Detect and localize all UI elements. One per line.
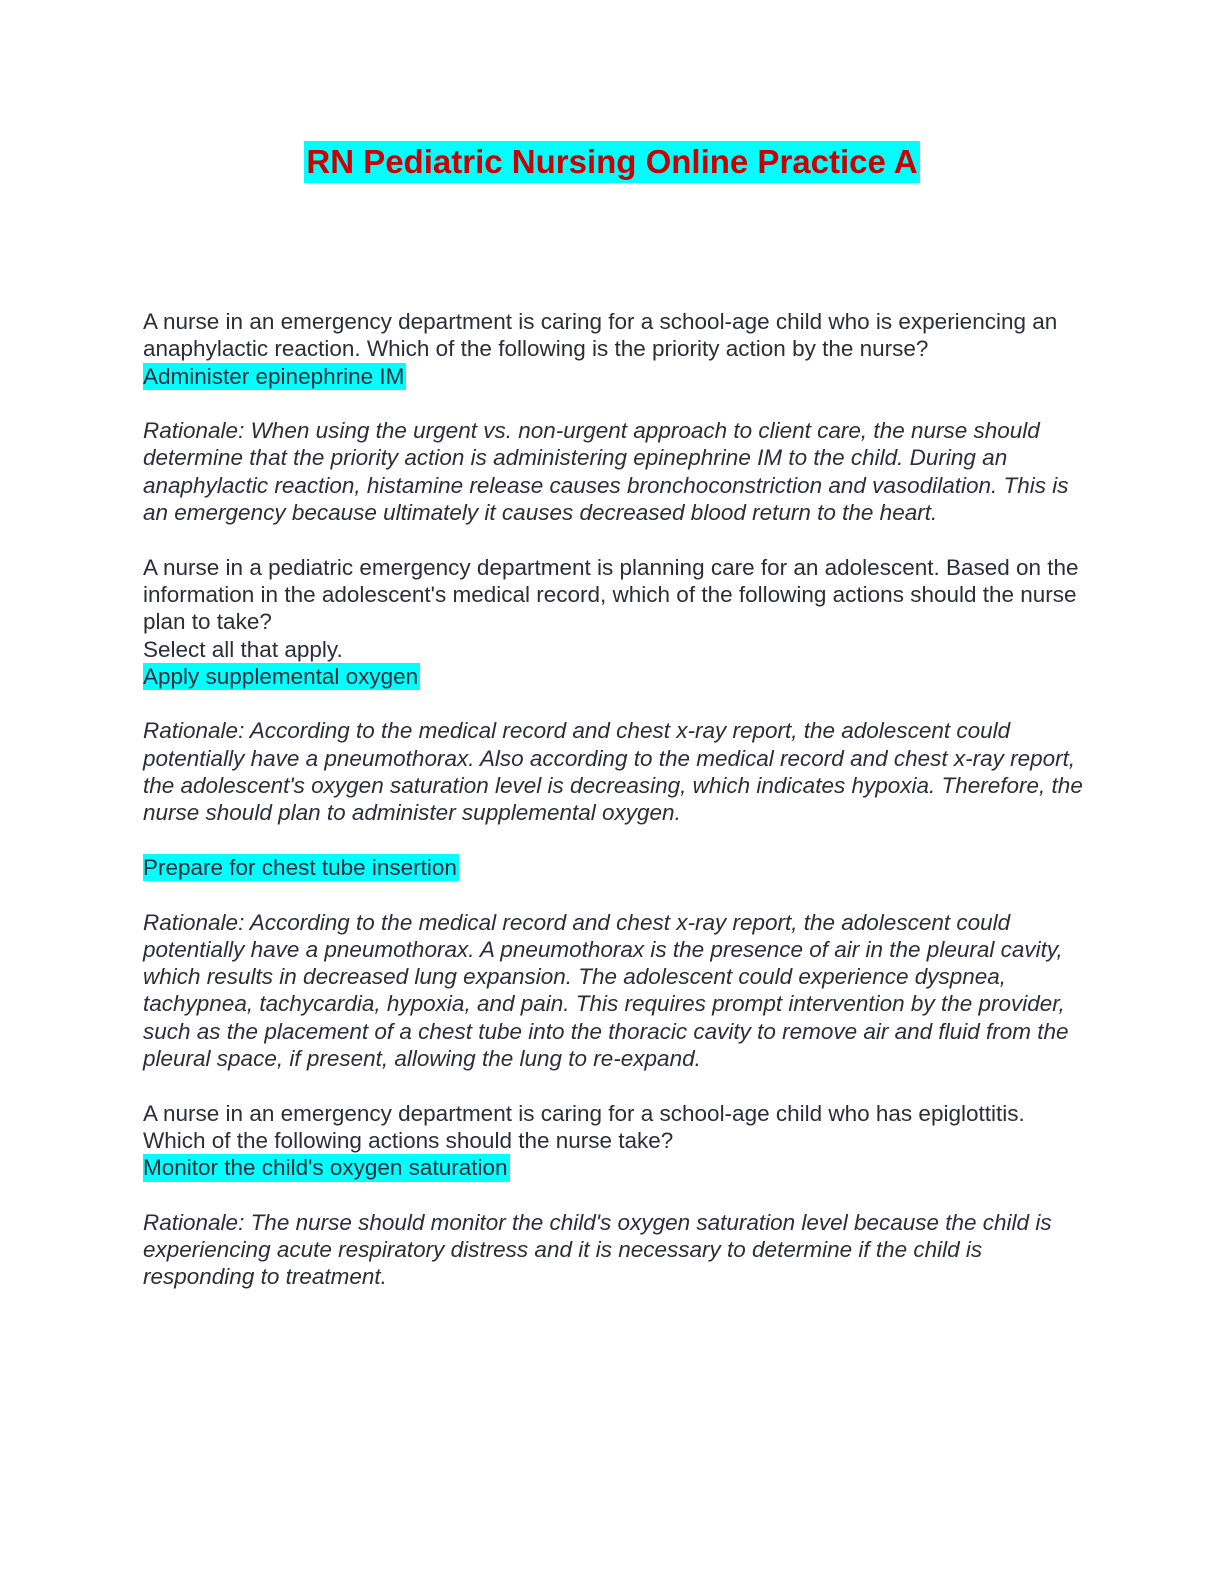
rationale-text: Rationale: According to the medical record and chest x-ray report, the adolescent could potentially have a pneumothorax. A pneumothorax is the presence of air in the pleural cavity, which results in decreased lung expansion. The adolescent could experience dyspnea, tachypnea, tachycardia, hypoxia, and pain. This requires prompt intervention by the provider, such as the placement of a chest tube into the thoracic cavity to remove air and fluid from the pleural space, if present, allowing the lung to re-expand. <box>143 909 1069 1072</box>
rationale-text: Rationale: The nurse should monitor the child's oxygen saturation level because the child is experiencing acute respiratory distress and it is necessary to determine if the child is responding to treatment. <box>143 1209 1052 1290</box>
highlighted-answer: Monitor the child's oxygen saturation <box>143 1155 508 1181</box>
question-block-1 <box>143 308 1083 526</box>
page-title: RN Pediatric Nursing Online Practice A <box>304 141 919 183</box>
highlighted-answer: Apply supplemental oxygen <box>143 663 419 689</box>
rationale-text: Rationale: When using the urgent vs. non-urgent approach to client care, the nurse should determine that the priority action is administering epinephrine IM to the child. During an anaphylactic reaction, histamine release causes bronchoconstriction and vasodilation. This is an emergency because ultimately it causes decreased blood return to the heart. <box>143 418 1069 526</box>
title-container <box>0 141 1224 183</box>
question-text: A nurse in an emergency department is caring for a school-age child who is experiencing an anaphylactic reaction. Which of the following is the priority action by the nurse? <box>143 309 1058 362</box>
question-text: A nurse in an emergency department is caring for a school-age child who has epiglottitis. Which of the following actions should the nurse take? <box>143 1100 1025 1153</box>
highlighted-answer: Prepare for chest tube insertion <box>143 854 457 880</box>
highlighted-answer: Administer epinephrine IM <box>143 363 405 389</box>
rationale-text: Rationale: According to the medical record and chest x-ray report, the adolescent could potentially have a pneumothorax. Also according to the medical record and chest x-ray report, the adolescent's oxygen saturation level is decreasing, which indicates hypoxia. Therefore, the nurse should plan to administer supplemental oxygen. <box>143 718 1083 826</box>
question-text: A nurse in a pediatric emergency department is planning care for an adolescent. Based on the information in the adolescent's medical record, which of the following actions should the nurse plan to take? <box>143 554 1079 635</box>
question-block-3 <box>143 1100 1083 1291</box>
question-instruction: Select all that apply. <box>143 636 343 662</box>
question-block-2 <box>143 554 1083 1073</box>
document-body <box>143 308 1083 1291</box>
